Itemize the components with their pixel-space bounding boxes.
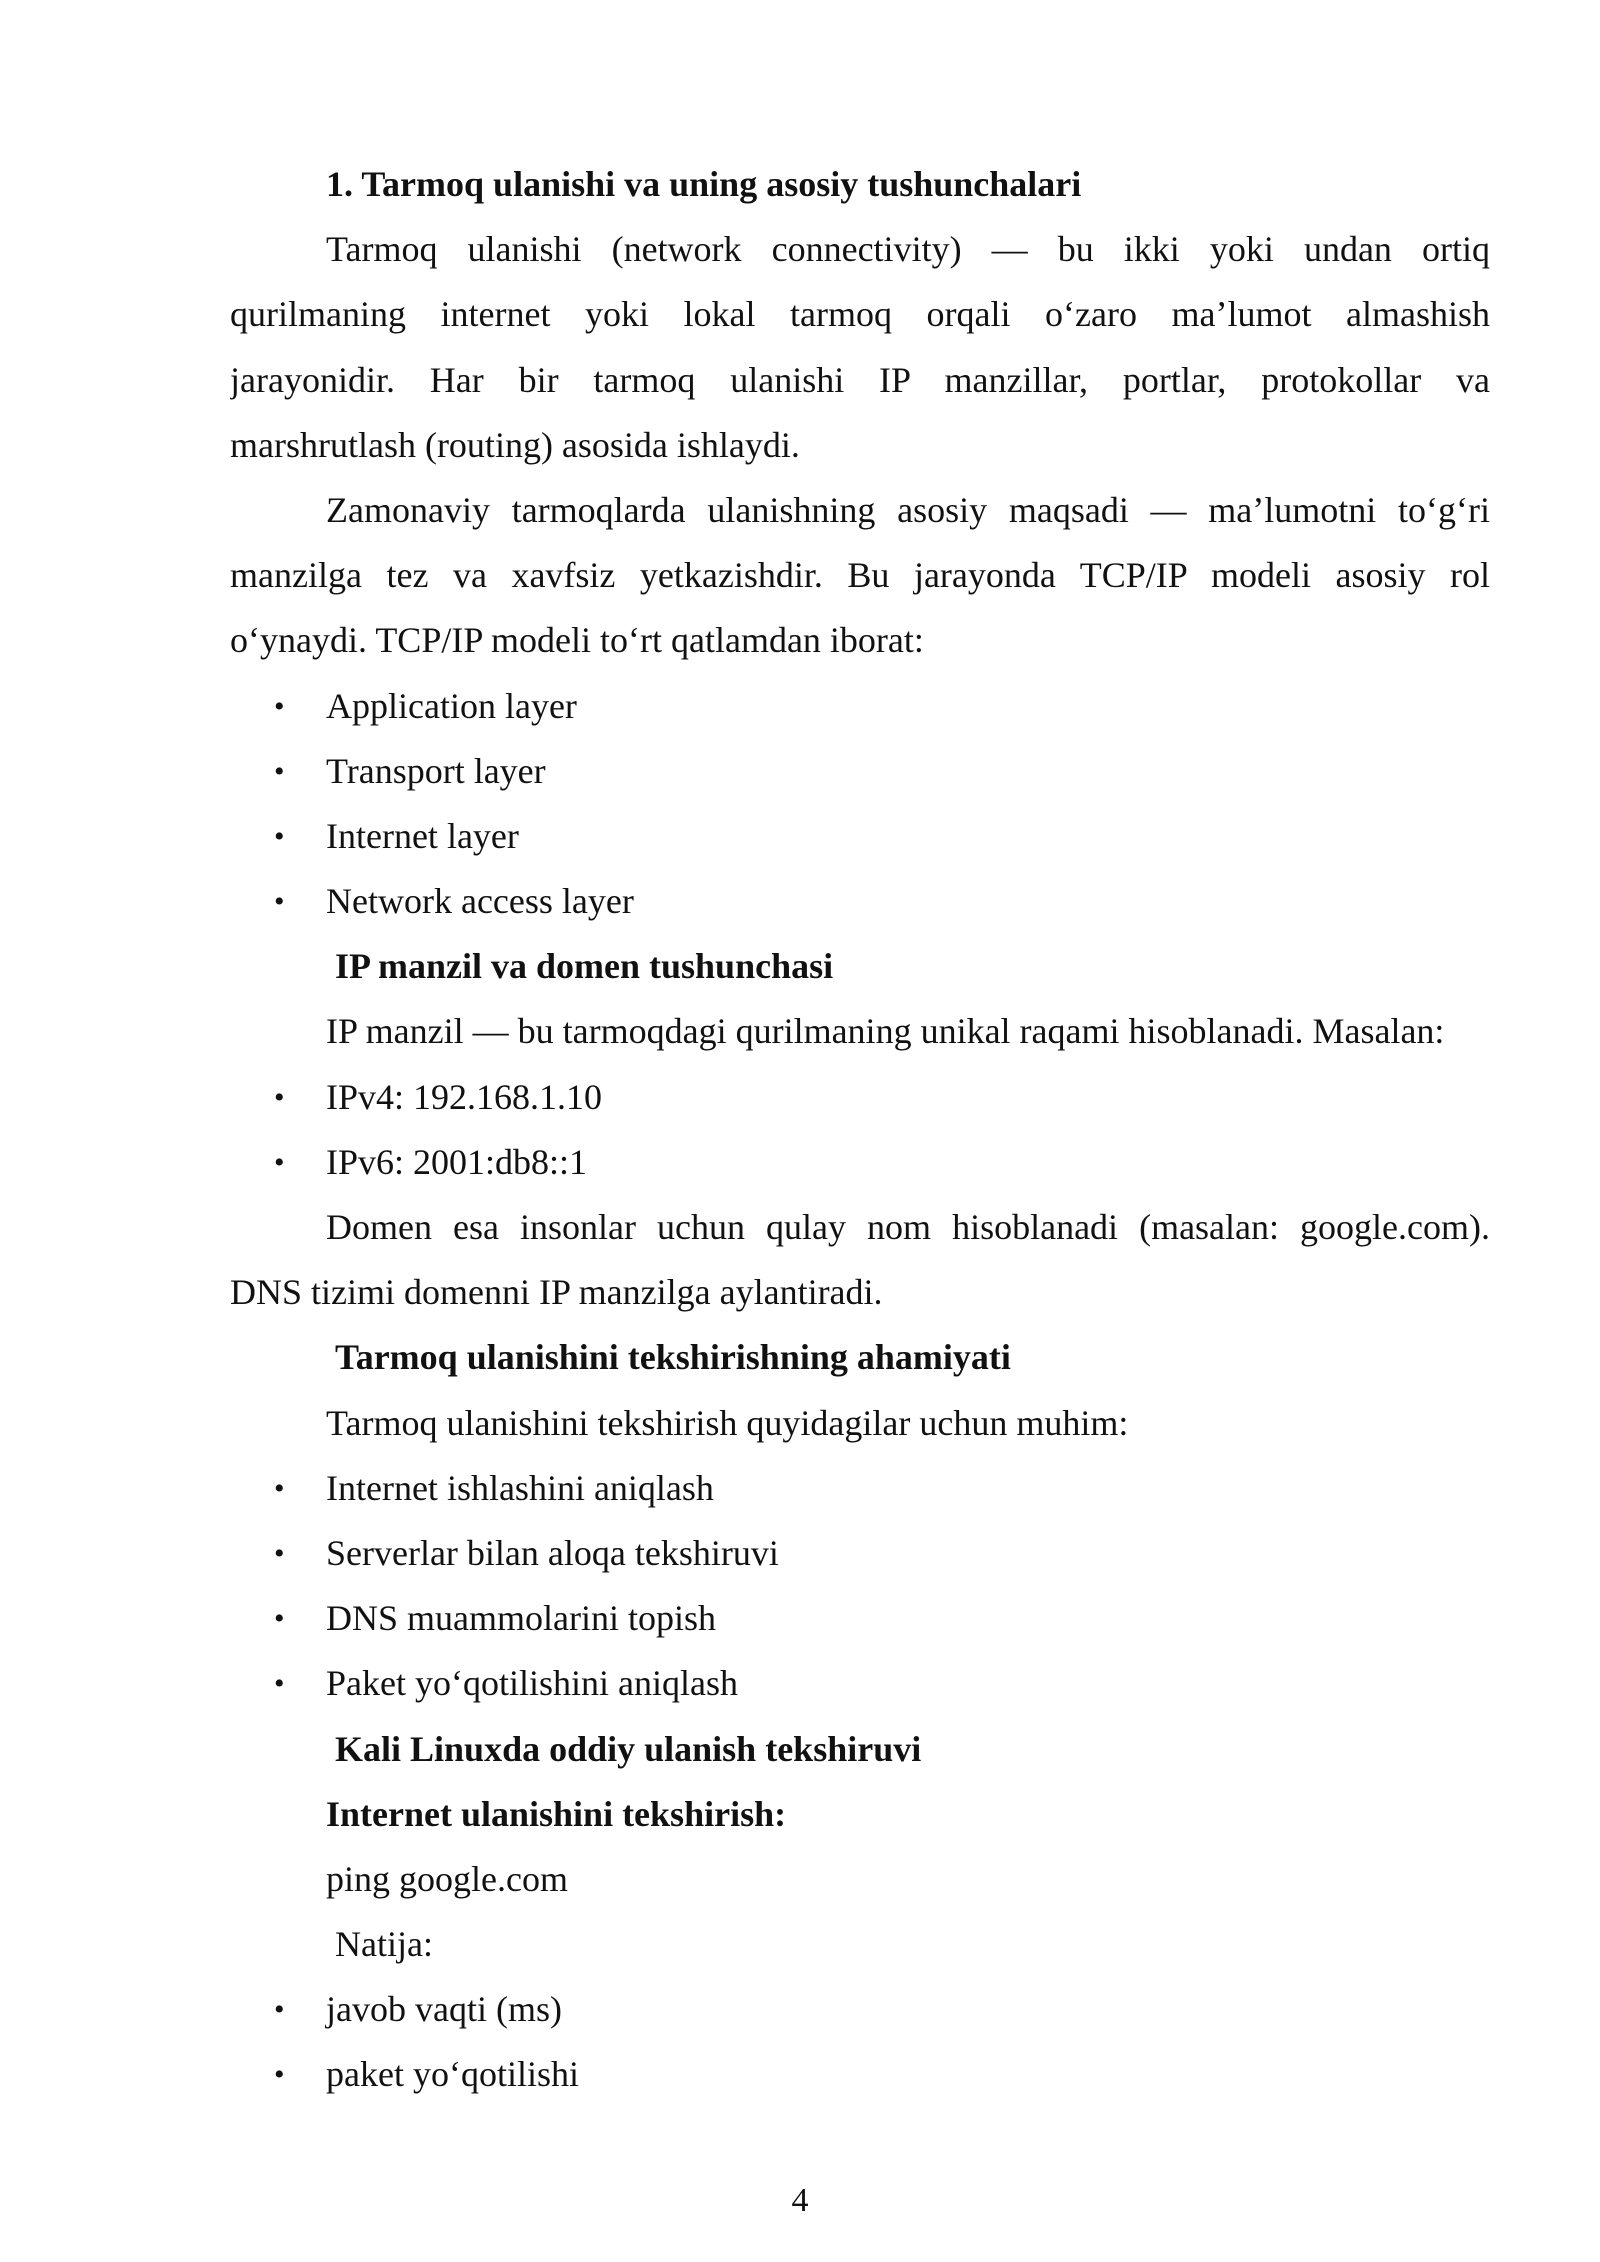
bullet-icon: •: [274, 689, 285, 723]
list-item: • IPv6: 2001:db8::1: [230, 1130, 1490, 1195]
bullet-icon: •: [274, 1080, 285, 1114]
paragraph-line: oʻynaydi. TCP/IP modeli toʻrt qatlamdan iborat:: [230, 620, 924, 661]
section-heading-4: Kali Linuxda oddiy ulanish tekshiruvi: [335, 1728, 922, 1769]
paragraph-5: Tarmoq ulanishini tekshirish quyidagilar uchun muhim:: [326, 1402, 1129, 1443]
section-heading-2: IP manzil va domen tushunchasi: [335, 946, 834, 987]
result-label: Natija:: [335, 1924, 433, 1965]
paragraph-1: [230, 217, 1490, 478]
results-list: [230, 1977, 1490, 2107]
bullet-icon: •: [274, 819, 285, 853]
bullet-icon: •: [274, 2058, 285, 2092]
importance-list: [230, 1456, 1490, 1717]
list-item: • Transport layer: [230, 739, 1490, 804]
page-content: [230, 152, 1490, 2108]
paragraph-4: [230, 1195, 1490, 1325]
paragraph-line: jarayonidir. Har bir tarmoq ulanishi IP manzillar, portlar, protokollar va: [230, 359, 1490, 400]
list-item: • Internet layer: [230, 804, 1490, 869]
bullet-icon: •: [274, 885, 285, 919]
list-item: • Application layer: [230, 674, 1490, 739]
section-heading-1: 1. Tarmoq ulanishi va uning asosiy tushunchalari: [326, 164, 1082, 204]
bullet-icon: •: [274, 1145, 285, 1179]
list-item: • paket yoʻqotilishi: [230, 2042, 1490, 2107]
list-item: • Network access layer: [230, 869, 1490, 934]
paragraph-line: manzilga tez va xavfsiz yetkazishdir. Bu jarayonda TCP/IP modeli asosiy rol: [230, 555, 1490, 596]
section-heading-3: Tarmoq ulanishini tekshirishning ahamiyati: [335, 1337, 1011, 1378]
paragraph-line: marshrutlash (routing) asosida ishlaydi.: [230, 424, 800, 465]
paragraph-3: IP manzil — bu tarmoqdagi qurilmaning unikal raqami hisoblanadi. Masalan:: [326, 1011, 1445, 1052]
bullet-icon: •: [274, 754, 285, 788]
bullet-icon: •: [274, 1993, 285, 2027]
bullet-icon: •: [274, 1602, 285, 1636]
ip-examples-list: [230, 1065, 1490, 1195]
page-number: 4: [791, 2182, 809, 2219]
list-item: • DNS muammolarini topish: [230, 1586, 1490, 1651]
list-item: • IPv4: 192.168.1.10: [230, 1065, 1490, 1130]
paragraph-line: Tarmoq ulanishi (network connectivity) — bu ikki yoki undan ortiq: [326, 229, 1490, 270]
layers-list: [230, 674, 1490, 935]
paragraph-line: Zamonaviy tarmoqlarda ulanishning asosiy maqsadi — maʼlumotni toʻgʻri: [326, 489, 1490, 530]
paragraph-2: [230, 478, 1490, 674]
paragraph-line: DNS tizimi domenni IP manzilga aylantiradi.: [230, 1272, 883, 1313]
subheading: Internet ulanishini tekshirish:: [326, 1793, 787, 1834]
paragraph-line: qurilmaning internet yoki lokal tarmoq orqali oʻzaro maʼlumot almashish: [230, 294, 1490, 335]
command-text: ping google.com: [326, 1858, 568, 1899]
bullet-icon: •: [274, 1536, 285, 1570]
list-item: • Paket yoʻqotilishini aniqlash: [230, 1651, 1490, 1716]
list-item: • Internet ishlashini aniqlash: [230, 1456, 1490, 1521]
bullet-icon: •: [274, 1471, 285, 1505]
paragraph-line: Domen esa insonlar uchun qulay nom hisoblanadi (masalan: google.com).: [326, 1207, 1490, 1247]
bullet-icon: •: [274, 1667, 285, 1701]
list-item: • Serverlar bilan aloqa tekshiruvi: [230, 1521, 1490, 1586]
list-item: • javob vaqti (ms): [230, 1977, 1490, 2042]
